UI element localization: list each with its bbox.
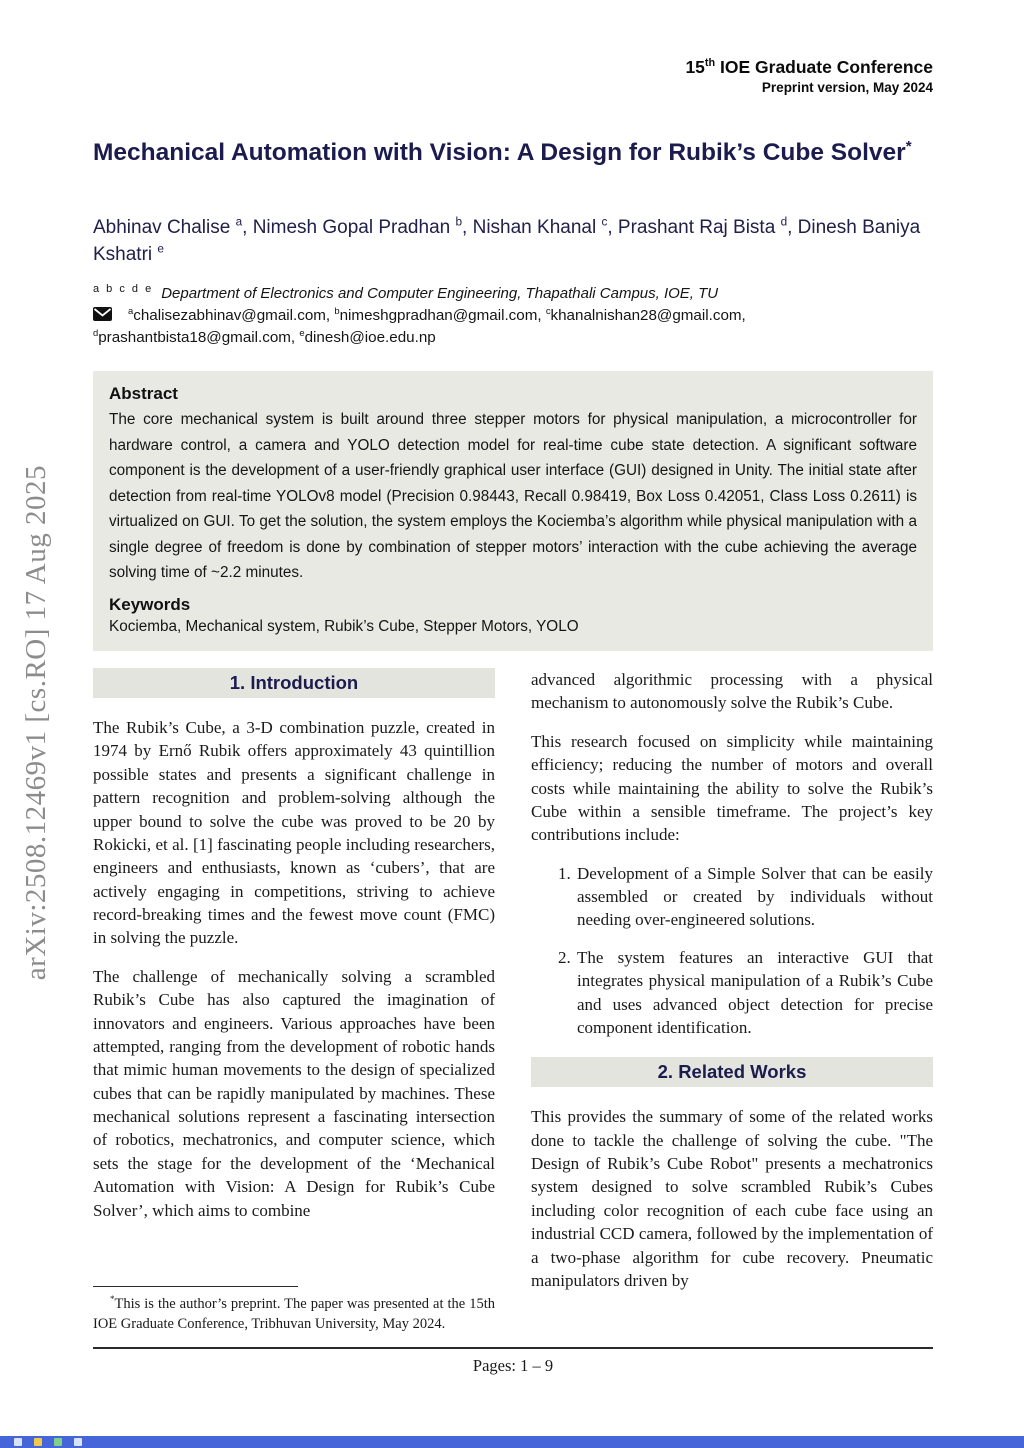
contribution-item: 2. The system features an interactive GUI that integrates physical manipulation of a Rubik’s Cube and uses advanced object detection for precise component identification. [575,946,933,1040]
affiliation-superscripts: a b c d e [93,283,154,295]
contributions-list [531,862,933,1040]
arxiv-watermark [8,395,64,1050]
intro-paragraph-2: The challenge of mechanically solving a scrambled Rubik’s Cube has also captured the imagination of innovators and engineers. Various approaches have been attempted, ranging from the development of robotic hands that mimic human movements to the design of specialized cubes that can be rapidly manipulated by machines. These mechanical solutions represent a fascinating intersection of robotics, mechatronics, and computer science, which sets the stage for the development of the ‘Mechanical Automation with Vision: A Design for Rubik’s Cube Solver’, which aims to combine [93,966,495,1220]
footnote-rule [93,1286,298,1287]
right-paragraph-2: This research focused on simplicity while maintaining efficiency; reducing the number of motors and overall costs while maintaining the ability to solve the Rubik’s Cube within a sensible timeframe. The project’s key contributions include: [531,731,933,845]
abstract-box [93,371,933,651]
paper-title: Mechanical Automation with Vision: A Design for Rubik’s Cube Solver* [93,137,912,166]
arxiv-label: arXiv:2508.12469v1 [cs.RO] 17 Aug 2025 [19,464,52,981]
bottom-bar-icon[interactable] [14,1438,22,1446]
bottom-bar [0,1436,1024,1448]
section-heading-introduction: 1. Introduction [93,668,495,698]
bottom-bar-icon[interactable] [74,1438,82,1446]
abstract-heading: Abstract [109,384,178,403]
contribution-item: 1. Development of a Simple Solver that can be easily assembled or created by individuals without needing over-engineered solutions. [575,862,933,932]
intro-paragraph-1: The Rubik’s Cube, a 3-D combination puzzle, created in 1974 by Ernő Rubik offers approximately 43 quintillion possible states and presents a significant challenge in pattern recognition and problem-solving although the upper bound to solve the cube was proved to be 20 by Rokicki, et al. [1] fascinating people including researchers, engineers and enthusiasts, known as ‘cubers’, that are actively engaging in competitions, striving to achieve record-breaking times and the fewest move count (FMC) in solving the puzzle. [93,718,495,948]
body-columns [93,668,933,1335]
envelope-icon [93,306,112,328]
email-line [93,305,933,349]
bottom-bar-icon[interactable] [54,1438,62,1446]
left-column [93,668,495,1335]
right-paragraph-1: advanced algorithmic processing with a physical mechanism to autonomously solve the Rubik’s Cube. [531,670,933,713]
affiliation-text: Department of Electronics and Computer Engineering, Thapathali Campus, IOE, TU [161,285,719,302]
affiliation [93,283,933,302]
keywords-list: Kociemba, Mechanical system, Rubik’s Cube, Stepper Motors, YOLO [109,617,579,635]
related-works-paragraph-1: This provides the summary of some of the related works done to tackle the challenge of solving the cube. "The Design of Rubik’s Cube Robot" presents a mechatronics system designed to solve scrambled Rubik’s Cubes including color recognition of each cube face using an industrial CCD camera, followed by the implementation of a two-phase algorithm for cube recovery. Pneumatic manipulators driven by [531,1107,933,1290]
abstract-body: The core mechanical system is built around three stepper motors for physical manipulation, a microcontroller for hardware control, a camera and YOLO detection model for real-time cube state detection. A significant software component is the development of a user-friendly graphical user interface (GUI) designed in Unity. The initial state after detection from real-time YOLOv8 model (Precision 0.98443, Recall 0.98419, Box Loss 0.42051, Class Loss 0.2611) is virtualized on GUI. To get the solution, the system employs the Kociemba’s algorithm while physical manipulation with a single degree of freedom is done by combination of stepper motors’ interaction with the cube achieving the average solving time of ~2.2 minutes. [109,411,917,582]
right-column [531,668,933,1335]
keywords-heading: Keywords [109,594,191,614]
section-heading-related-works: 2. Related Works [531,1057,933,1087]
author-list: Abhinav Chalise $^a$, Nimesh Gopal Pradhan $^b$, Nishan Khanal $^c$, Prashant Raj Bista $^d$, Dinesh Baniya Kshatri $^e$ [93,215,921,265]
preprint-version: Preprint version, May 2024 [761,80,933,95]
conference-header [93,57,933,95]
footer-rule [93,1347,933,1349]
page-range: Pages: 1 – 9 [472,1356,554,1375]
title-footnote-marker: * [905,137,912,155]
footnote-text: *This is the author’s preprint. The paper was presented at the 15th IOE Graduate Conference, Tribhuvan University, May 2024. [93,1294,495,1333]
conference-name: 15th IOE Graduate Conference [685,57,933,77]
bottom-bar-icon[interactable] [34,1438,42,1446]
email-list: $^a$chalisezabhinav@gmail.com, $^b$nimeshgpradhan@gmail.com, $^c$khanalnishan28@gmail.com, $^d$prashantbista18@gmail.com, $^e$dinesh@ioe.edu.np [93,304,746,347]
author-footnote [93,1286,495,1335]
